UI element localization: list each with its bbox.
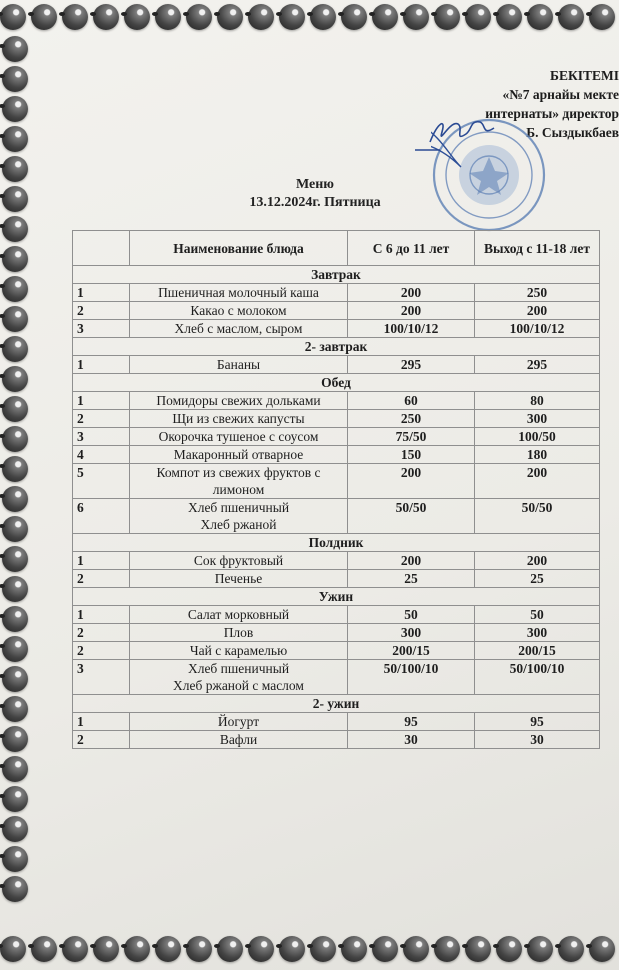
dish-name: Хлеб пшеничный Хлеб ржаной: [130, 499, 348, 534]
section-row: [73, 338, 600, 356]
portion-11-18: 295: [475, 356, 600, 374]
dish-name: Макаронный отварное: [130, 446, 348, 464]
portion-11-18: 30: [475, 731, 600, 749]
dish-row: [73, 464, 600, 499]
portion-11-18: 100/10/12: [475, 320, 600, 338]
border-ornament-icon: [2, 126, 28, 152]
portion-11-18: 200/15: [475, 642, 600, 660]
dish-number: 1: [73, 392, 130, 410]
dish-row: [73, 284, 600, 302]
approval-heading: БЕКІТЕМІ: [550, 68, 619, 83]
dish-number: 5: [73, 464, 130, 499]
border-ornament-icon: [403, 4, 429, 30]
border-ornament-icon: [124, 4, 150, 30]
border-ornament-icon: [2, 426, 28, 452]
dish-number: 4: [73, 446, 130, 464]
approval-line-director: интернаты» директор: [485, 106, 619, 121]
menu-title: [240, 176, 390, 212]
border-ornament-icon: [62, 936, 88, 962]
border-ornament-icon: [2, 276, 28, 302]
portion-6-11: 100/10/12: [348, 320, 475, 338]
dish-number: 2: [73, 410, 130, 428]
portion-6-11: 30: [348, 731, 475, 749]
border-ornament-icon: [372, 936, 398, 962]
border-ornament-icon: [2, 186, 28, 212]
dish-name: Печенье: [130, 570, 348, 588]
portion-6-11: 200: [348, 302, 475, 320]
border-ornament-icon: [2, 246, 28, 272]
border-ornament-icon: [2, 366, 28, 392]
portion-11-18: 50/50: [475, 499, 600, 534]
header-number: [73, 231, 130, 266]
portion-6-11: 295: [348, 356, 475, 374]
border-ornament-icon: [279, 4, 305, 30]
menu-table: [72, 230, 600, 749]
dish-row: [73, 606, 600, 624]
border-ornament-icon: [2, 786, 28, 812]
border-ornament-icon: [403, 936, 429, 962]
border-ornament-icon: [2, 696, 28, 722]
header-age-11-18: Выход с 11-18 лет: [475, 231, 600, 266]
portion-11-18: 300: [475, 410, 600, 428]
section-title: 2- ужин: [73, 695, 600, 713]
portion-11-18: 100/50: [475, 428, 600, 446]
dish-row: [73, 660, 600, 695]
portion-11-18: 95: [475, 713, 600, 731]
portion-11-18: 25: [475, 570, 600, 588]
border-ornament-icon: [2, 846, 28, 872]
dish-row: [73, 446, 600, 464]
border-ornament-icon: [2, 396, 28, 422]
border-ornament-icon: [434, 936, 460, 962]
border-ornament-icon: [124, 936, 150, 962]
dish-row: [73, 410, 600, 428]
border-ornament-icon: [2, 96, 28, 122]
border-ornament-icon: [279, 936, 305, 962]
border-ornament-icon: [31, 936, 57, 962]
border-ornament-icon: [2, 306, 28, 332]
border-ornament-icon: [31, 4, 57, 30]
portion-11-18: 80: [475, 392, 600, 410]
dish-row: [73, 552, 600, 570]
dish-number: 1: [73, 552, 130, 570]
border-ornament-icon: [0, 4, 26, 30]
portion-11-18: 300: [475, 624, 600, 642]
border-ornament-icon: [2, 726, 28, 752]
portion-6-11: 150: [348, 446, 475, 464]
section-row: [73, 588, 600, 606]
dish-name: Чай с карамелью: [130, 642, 348, 660]
signature-icon: [410, 112, 500, 157]
dish-name: Окорочка тушеное с соусом: [130, 428, 348, 446]
border-ornament-icon: [2, 636, 28, 662]
dish-name: Щи из свежих капусты: [130, 410, 348, 428]
border-ornament-icon: [2, 516, 28, 542]
dish-name: Плов: [130, 624, 348, 642]
border-ornament-icon: [2, 486, 28, 512]
border-ornament-icon: [2, 36, 28, 62]
portion-6-11: 200/15: [348, 642, 475, 660]
dish-row: [73, 642, 600, 660]
dish-number: 1: [73, 713, 130, 731]
portion-11-18: 250: [475, 284, 600, 302]
section-title: Завтрак: [73, 266, 600, 284]
dish-number: 2: [73, 302, 130, 320]
dish-number: 3: [73, 660, 130, 695]
dish-number: 3: [73, 320, 130, 338]
section-title: Обед: [73, 374, 600, 392]
dish-number: 6: [73, 499, 130, 534]
border-ornament-icon: [558, 936, 584, 962]
border-ornament-icon: [186, 4, 212, 30]
dish-row: [73, 320, 600, 338]
border-ornament-icon: [2, 546, 28, 572]
dish-name: Какао с молоком: [130, 302, 348, 320]
dish-row: [73, 302, 600, 320]
border-ornament-icon: [155, 4, 181, 30]
dish-number: 2: [73, 642, 130, 660]
border-ornament-icon: [217, 936, 243, 962]
border-ornament-icon: [93, 936, 119, 962]
dish-name: Сок фруктовый: [130, 552, 348, 570]
border-ornament-icon: [155, 936, 181, 962]
border-ornament-icon: [2, 216, 28, 242]
border-ornament-icon: [310, 4, 336, 30]
portion-11-18: 180: [475, 446, 600, 464]
portion-6-11: 25: [348, 570, 475, 588]
approval-line-school: «№7 арнайы мекте: [502, 87, 619, 102]
border-ornament-icon: [434, 4, 460, 30]
border-ornament-icon: [2, 666, 28, 692]
border-ornament-icon: [589, 4, 615, 30]
dish-number: 2: [73, 731, 130, 749]
section-row: [73, 266, 600, 284]
dish-name: Помидоры свежих дольками: [130, 392, 348, 410]
header-dish-name: Наименование блюда: [130, 231, 348, 266]
border-ornament-icon: [2, 156, 28, 182]
portion-11-18: 50: [475, 606, 600, 624]
border-ornament-icon: [217, 4, 243, 30]
border-ornament-icon: [248, 936, 274, 962]
dish-name: Бананы: [130, 356, 348, 374]
portion-11-18: 200: [475, 464, 600, 499]
border-ornament-icon: [2, 876, 28, 902]
section-title: Ужин: [73, 588, 600, 606]
dish-row: [73, 731, 600, 749]
portion-6-11: 60: [348, 392, 475, 410]
portion-6-11: 95: [348, 713, 475, 731]
section-title: Полдник: [73, 534, 600, 552]
dish-number: 2: [73, 570, 130, 588]
dish-row: [73, 499, 600, 534]
section-title: 2- завтрак: [73, 338, 600, 356]
section-row: [73, 374, 600, 392]
border-ornament-icon: [186, 936, 212, 962]
border-ornament-icon: [341, 4, 367, 30]
border-ornament-icon: [62, 4, 88, 30]
border-ornament-icon: [558, 4, 584, 30]
dish-row: [73, 713, 600, 731]
border-ornament-icon: [465, 4, 491, 30]
dish-row: [73, 624, 600, 642]
border-ornament-icon: [2, 456, 28, 482]
dish-number: 1: [73, 284, 130, 302]
border-ornament-icon: [341, 936, 367, 962]
section-row: [73, 695, 600, 713]
dish-name: Компот из свежих фруктов с лимоном: [130, 464, 348, 499]
menu-body: [73, 266, 600, 749]
border-ornament-icon: [372, 4, 398, 30]
portion-11-18: 50/100/10: [475, 660, 600, 695]
portion-6-11: 50: [348, 606, 475, 624]
border-ornament-icon: [0, 936, 26, 962]
border-ornament-icon: [465, 936, 491, 962]
portion-6-11: 300: [348, 624, 475, 642]
border-ornament-icon: [589, 936, 615, 962]
dish-name: Хлеб пшеничный Хлеб ржаной с маслом: [130, 660, 348, 695]
portion-6-11: 75/50: [348, 428, 475, 446]
dish-name: Пшеничная молочный каша: [130, 284, 348, 302]
menu-heading: Меню: [295, 177, 334, 192]
border-ornament-icon: [248, 4, 274, 30]
portion-6-11: 200: [348, 464, 475, 499]
border-ornament-icon: [2, 336, 28, 362]
dish-row: [73, 570, 600, 588]
border-ornament-icon: [310, 936, 336, 962]
dish-number: 1: [73, 606, 130, 624]
border-ornament-icon: [527, 936, 553, 962]
dish-number: 2: [73, 624, 130, 642]
dish-number: 1: [73, 356, 130, 374]
section-row: [73, 534, 600, 552]
border-ornament-icon: [496, 936, 522, 962]
header-age-6-11: С 6 до 11 лет: [348, 231, 475, 266]
dish-name: Вафли: [130, 731, 348, 749]
border-ornament-icon: [2, 576, 28, 602]
border-ornament-icon: [2, 816, 28, 842]
portion-6-11: 200: [348, 552, 475, 570]
portion-6-11: 50/50: [348, 499, 475, 534]
portion-6-11: 250: [348, 410, 475, 428]
dish-name: Йогурт: [130, 713, 348, 731]
dish-row: [73, 392, 600, 410]
portion-6-11: 50/100/10: [348, 660, 475, 695]
approval-line-name: Б. Сыздыкбаев: [526, 125, 619, 140]
border-ornament-icon: [527, 4, 553, 30]
border-ornament-icon: [2, 756, 28, 782]
table-header-row: [73, 231, 600, 266]
dish-name: Хлеб с маслом, сыром: [130, 320, 348, 338]
border-ornament-icon: [2, 66, 28, 92]
border-ornament-icon: [2, 606, 28, 632]
portion-6-11: 200: [348, 284, 475, 302]
portion-11-18: 200: [475, 302, 600, 320]
border-ornament-icon: [93, 4, 119, 30]
border-ornament-icon: [496, 4, 522, 30]
menu-date: 13.12.2024г. Пятница: [249, 195, 381, 210]
dish-row: [73, 356, 600, 374]
dish-number: 3: [73, 428, 130, 446]
dish-name: Салат морковный: [130, 606, 348, 624]
dish-row: [73, 428, 600, 446]
portion-11-18: 200: [475, 552, 600, 570]
